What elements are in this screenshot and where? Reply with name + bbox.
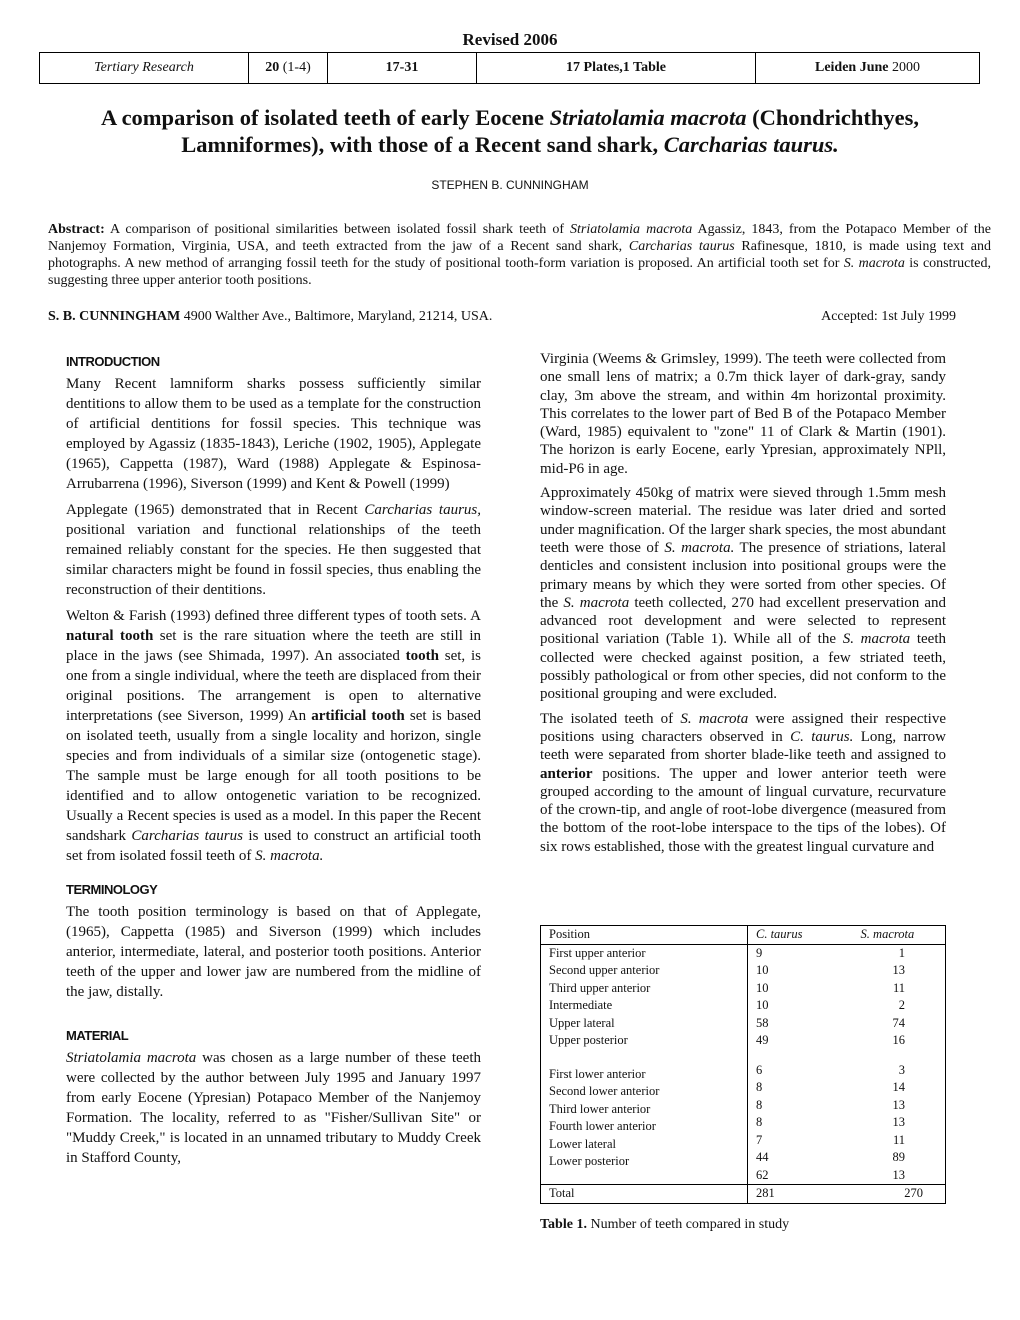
text: set is the rare situation where the teeth are still in place in the jaws (see Shimada, 1997). An associated [66, 628, 481, 664]
species: S. macrota. [664, 539, 735, 556]
count-taurus: 8 [756, 1115, 763, 1129]
abstract-species: Carcharias taurus [628, 239, 735, 254]
count-taurus: 6 [756, 1062, 763, 1077]
address-street: 4900 Walther Ave., Baltimore, Maryland, 21214, USA. [180, 309, 493, 324]
total-macrota: 270 [854, 1185, 946, 1204]
position: Lower lateral [549, 1136, 616, 1151]
term: natural tooth [66, 628, 154, 644]
title-species: Carcharias taurus. [663, 132, 839, 157]
caption-text: Number of teeth compared in study [586, 1217, 790, 1232]
count-macrota: 13 [892, 1167, 905, 1182]
paragraph [66, 606, 481, 866]
header-macrota: S. macrota [860, 927, 915, 941]
count-taurus: 10 [756, 980, 769, 995]
position: Second upper anterior [549, 963, 660, 977]
position: Third upper anterior [549, 980, 651, 995]
abstract-label: Abstract: [48, 222, 105, 237]
count-macrota: 2 [898, 998, 905, 1012]
species: S. macrota. [255, 848, 324, 864]
count-taurus: 8 [756, 1097, 763, 1112]
total-taurus: 281 [748, 1185, 855, 1204]
count-macrota: 11 [892, 980, 905, 995]
count-macrota: 16 [892, 1033, 905, 1047]
accepted-date: Accepted: 1st July 1999 [821, 309, 956, 324]
text: The presence of striations, lateral denticles and consistent inclusion into positional groups were the primary means by which they were sorted from other species. Of the [540, 539, 946, 611]
count-macrota: 89 [892, 1150, 905, 1164]
author-address [48, 309, 956, 325]
term: anterior [540, 765, 593, 782]
species: S. macrota [563, 594, 630, 611]
pages: 17-31 [328, 53, 477, 84]
count-taurus: 44 [756, 1150, 769, 1164]
count-macrota: 13 [892, 1115, 905, 1129]
text: teeth collected were checked against position, a few striated teeth, possibly pathological or from other species, did not conform to the positional grouping and were excluded. [540, 631, 946, 703]
count-taurus: 7 [756, 1132, 763, 1147]
text: Applegate (1965) demonstrated that in Recent [66, 502, 365, 518]
count-macrota: 14 [892, 1080, 905, 1094]
left-column [66, 352, 481, 1174]
text: was chosen as a large number of these teeth were collected by the author between July 1995 and January 1997 from early Eocene (Ypresian) Potapaco Member of the Nanjemoy Formation. The locality, referred to as "Fisher/Sullivan Site" or "Muddy Creek," is located in an unnamed tributary to Muddy Creek in Stafford County, [66, 1050, 481, 1166]
abstract-text: Rafinesque, 1810, is made using text and photographs. A new method of arranging fossil teeth for the study of positional tooth-form variation is proposed. An artificial tooth set for [48, 239, 991, 271]
author: STEPHEN B. CUNNINGHAM [431, 178, 589, 192]
paragraph: Many Recent lamniform sharks possess sufficiently similar dentitions to allow them to be used as a template for the construction of artificial dentitions for fossil species. This technique was employed by Agassiz (1835-1843), Leriche (1902, 1905), Applegate (1965), Cappetta (1987), Ward (1988) Applegate & Espinosa-Arrubarrena (1996), Siverson (1999) and Kent & Powell (1999) [66, 376, 481, 492]
paper-title [40, 104, 980, 158]
count-taurus: 58 [756, 1015, 769, 1030]
text: is used to construct an artificial tooth set from isolated fossil teeth of [66, 828, 481, 864]
table-cell [748, 944, 855, 1185]
count-macrota: 13 [892, 1097, 905, 1112]
count-taurus: 62 [756, 1167, 769, 1182]
place: Leiden June [814, 60, 889, 75]
position: First lower anterior [549, 1066, 646, 1081]
count-taurus: 49 [756, 1033, 769, 1047]
year: 2000 [892, 60, 920, 75]
count-taurus: 10 [756, 998, 769, 1012]
volume-cell [249, 53, 328, 84]
table-row [541, 944, 946, 1185]
text: teeth collected, 270 had excellent preservation and advanced root development and were selected to represent positional variation (Table 1). While all of the [540, 594, 946, 648]
header-cell [748, 926, 946, 945]
section-heading: MATERIAL [66, 1028, 129, 1043]
abstract-species: S. macrota [843, 256, 905, 271]
title-part: (Chondrichthyes, Lamniformes), with those of a Recent sand shark, [181, 105, 920, 157]
paragraph: The tooth position terminology is based on that of Applegate, (1965), Cappetta (1985) and Siverson (1999) which includes anterior, intermediate, lateral, and posterior tooth positions. Anterior teeth of the upper and lower jaw are numbered from the midline of the jaw, distally. [66, 904, 481, 1000]
position: Upper lateral [549, 1015, 615, 1030]
journal-name: Tertiary Research [40, 53, 249, 84]
species: S. macrota [842, 631, 911, 648]
position: Fourth lower anterior [549, 1119, 656, 1133]
position: Second lower anterior [549, 1084, 660, 1098]
title-part: A comparison of isolated teeth of early Eocene [100, 105, 550, 130]
count-macrota: 3 [898, 1062, 905, 1077]
text: positions. The upper and lower anterior teeth were grouped according to the amount of lingual curvature, recurvature of the crown-tip, and angle of root-lobe divergence (measured from the bottom of the root-lobe interspace to the tips of the lobes). Of six rows established, those with the greatest lingual curvature and [540, 765, 946, 855]
paragraph [540, 710, 946, 856]
species: Striatolamia macrota [66, 1050, 197, 1066]
position: Third lower anterior [549, 1101, 651, 1116]
total-label: Total [541, 1185, 748, 1204]
table-caption [540, 1217, 789, 1233]
position: Lower posterior [549, 1154, 630, 1168]
text: The isolated teeth of [540, 710, 681, 727]
revised-note: Revised 2006 [462, 30, 558, 49]
count-macrota: 1 [898, 945, 905, 960]
issue: (1-4) [282, 60, 311, 75]
abstract [48, 221, 991, 289]
title-species: Striatolamia macrota [549, 105, 747, 130]
table-cell [541, 944, 748, 1185]
place-cell [756, 53, 980, 84]
count-macrota: 74 [892, 1015, 905, 1030]
table-total-row [541, 1185, 946, 1204]
table-header-row [541, 926, 946, 945]
term: tooth [405, 648, 439, 664]
text: Welton & Farish (1993) defined three different types of tooth sets. A [66, 608, 481, 624]
table-1 [540, 925, 946, 1204]
abstract-text: A comparison of positional similarities between isolated fossil shark teeth of [104, 222, 571, 237]
position: First upper anterior [549, 945, 646, 960]
text: positional variation and functional relationships of the teeth remained reliably constant for the species. He then suggested that similar characters might be found in fossil species, thus enabling the reconstruction of their dentitions. [66, 522, 481, 598]
header-taurus: C. taurus [756, 927, 803, 941]
text: set is based on isolated teeth, usually from a single locality and horizon, single species and from individuals of a similar size (ontogenetic stage). The sample must be large enough for all tooth positions to be identified and to allow ontogenetic variation to be recognized. Usually a Recent species is used as a model. In this paper the Recent sandshark [66, 708, 481, 844]
count-macrota: 13 [892, 963, 905, 977]
position: Upper posterior [549, 1033, 628, 1047]
volume: 20 [265, 60, 280, 75]
count-taurus: 8 [756, 1080, 763, 1094]
paragraph [540, 484, 946, 704]
section-heading: INTRODUCTION [66, 354, 160, 369]
paragraph [66, 500, 481, 600]
caption-label: Table 1. [540, 1217, 587, 1232]
text: Long, narrow teeth were separated from shorter blade-like teeth and assigned to [540, 728, 946, 764]
abstract-text: is constructed, suggesting three upper anterior tooth positions. [48, 256, 991, 288]
right-column [540, 350, 946, 862]
count-taurus: 10 [756, 963, 769, 977]
abstract-species: Striatolamia macrota [570, 222, 693, 237]
text: were assigned their respective positions using characters observed in [540, 710, 946, 745]
term: artificial tooth [311, 708, 405, 724]
species: Carcharias taurus [131, 828, 243, 844]
text: Approximately 450kg of matrix were sieved through 1.5mm mesh window-screen material. The residue was later dried and sorted under magnification. Of the larger shark species, the most abundant teeth were those of [540, 485, 946, 556]
count-taurus: 9 [756, 945, 763, 960]
species: Carcharias taurus, [364, 502, 481, 518]
paragraph: Virginia (Weems & Grimsley, 1999). The teeth were collected from one small lens of matrix; a 0.7m thick layer of dark-gray, sandy clay, 3m above the stream, and within 4m horizontal proximity. This correlates to the lower part of Bed B of the Potapaco Member (Ward, 1985) equivalent to "zone" 11 of Clark & Martin (1901). The horizon is early Eocene, early Ypresian, approximately NPll, mid-P6 in age. [540, 351, 946, 477]
section-heading: TERMINOLOGY [66, 882, 158, 897]
species: S. macrota [680, 710, 749, 727]
citation-header [39, 52, 980, 84]
position: Intermediate [549, 998, 613, 1012]
table-cell [854, 944, 946, 1185]
address-name: S. B. CUNNINGHAM [48, 309, 181, 324]
paragraph [66, 1048, 481, 1168]
header-cell: Position [541, 926, 748, 945]
plates: 17 Plates,1 Table [477, 53, 756, 84]
count-macrota: 11 [892, 1132, 905, 1147]
species: C. taurus. [790, 728, 854, 745]
text: set, is one from a single individual, where the teeth are displaced from their original positions. The arrangement is open to alternative interpretations (see Siverson, 1999) An [66, 648, 481, 724]
abstract-text: Agassiz, 1843, from the Potapaco Member of the Nanjemoy Formation, Virginia, USA, and teeth extracted from the jaw of a Recent sand shark, [48, 222, 991, 254]
